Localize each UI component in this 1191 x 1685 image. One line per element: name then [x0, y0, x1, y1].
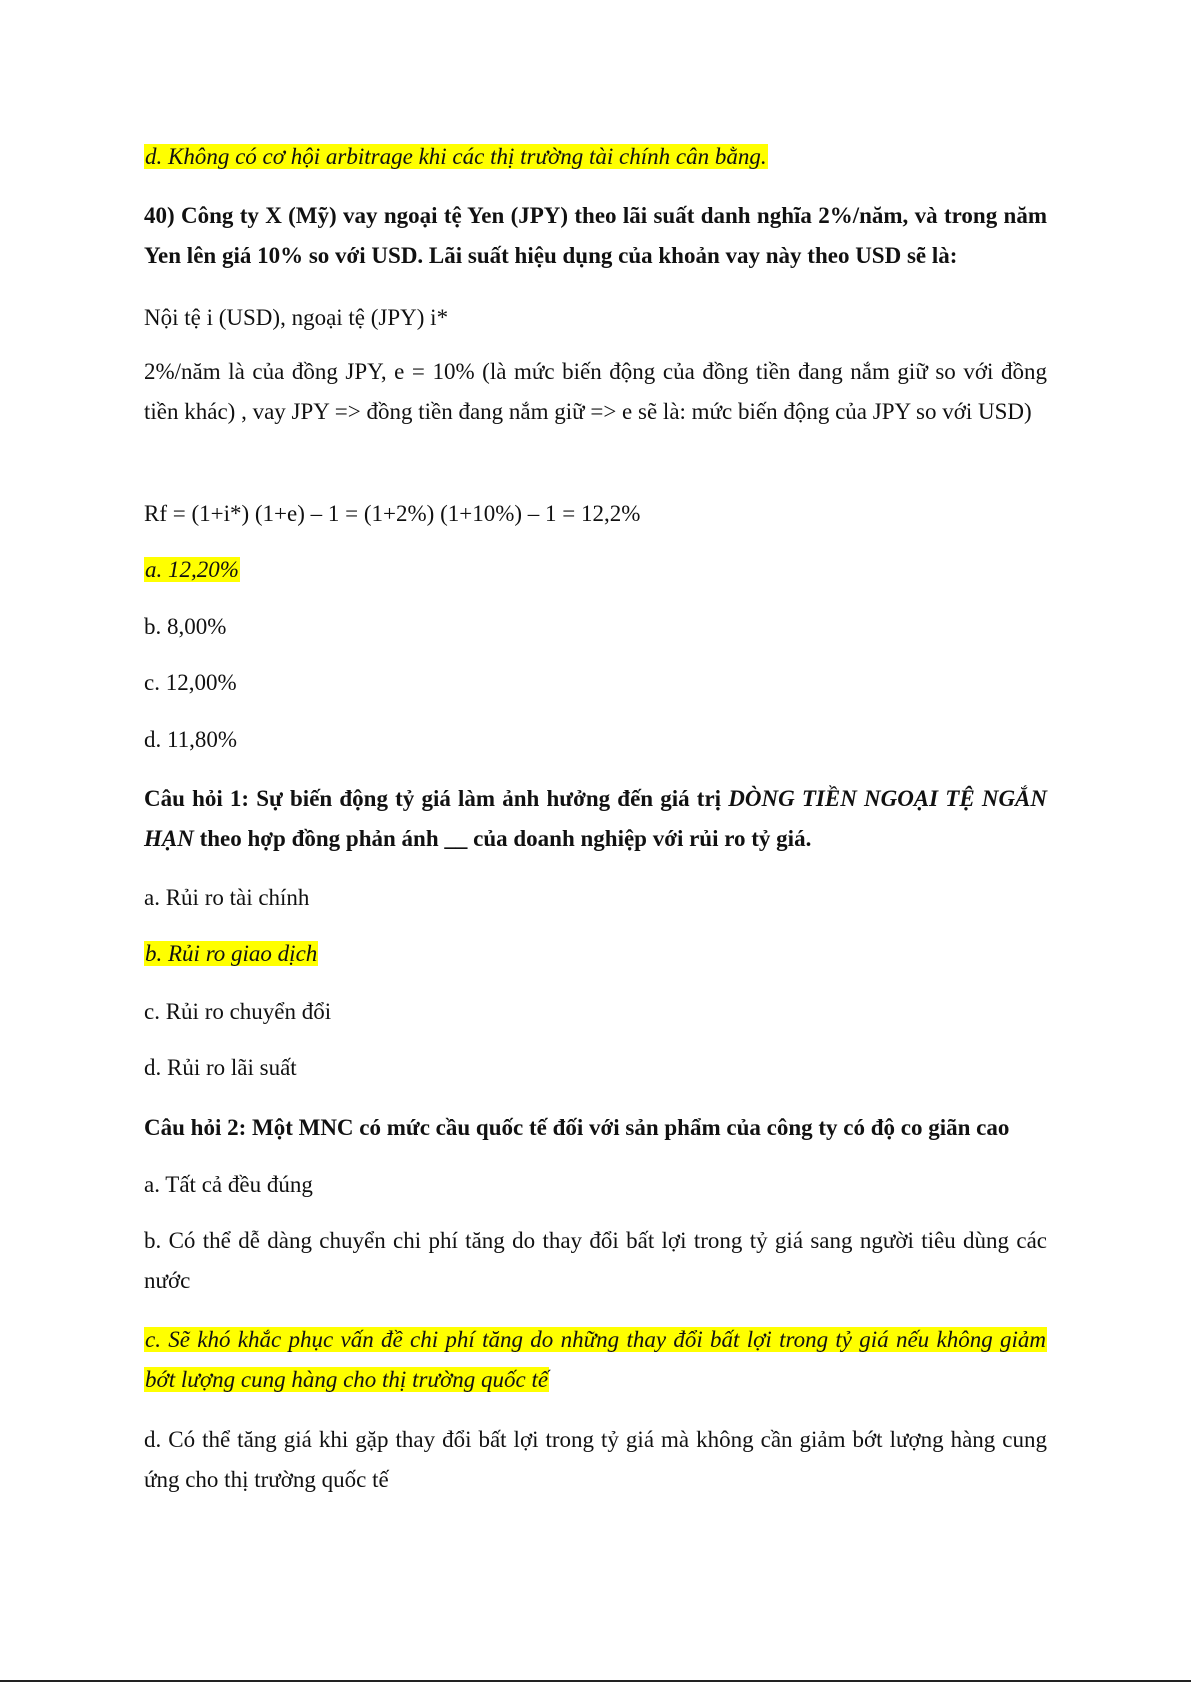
q39-option-d	[144, 137, 1047, 177]
answer-highlight: a. 12,20%	[145, 557, 239, 582]
cau1-option-d: d. Rủi ro lãi suất	[144, 1055, 297, 1080]
page-bottom-divider	[0, 1680, 1191, 1682]
q40-option-b: b. 8,00%	[144, 614, 227, 639]
q40-note-2: 2%/năm là của đồng JPY, e = 10% (là mức biến động của đồng tiền đang nắm giữ so với đồng tiền khác) , vay JPY => đồng tiền đang nắm giữ => e sẽ là: mức biến động của JPY so với USD)	[144, 359, 1047, 424]
cau1-question-part2: theo hợp đồng phản ánh __ của doanh nghiệp với rủi ro tỷ giá.	[193, 826, 812, 851]
cau2-question: Câu hỏi 2: Một MNC có mức cầu quốc tế đối với sản phẩm của công ty có độ co giãn cao	[144, 1115, 1010, 1140]
cau2-option-d: d. Có thể tăng giá khi gặp thay đổi bất lợi trong tỷ giá mà không cần giảm bớt lượng hàng cung ứng cho thị trường quốc tế	[144, 1427, 1047, 1492]
cau1-option-a: a. Rủi ro tài chính	[144, 885, 310, 910]
answer-highlight: b. Rủi ro giao dịch	[145, 941, 318, 966]
q40-question: 40) Công ty X (Mỹ) vay ngoại tệ Yen (JPY) theo lãi suất danh nghĩa 2%/năm, và trong năm Yen lên giá 10% so với USD. Lãi suất hiệu dụng của khoản vay này theo USD sẽ là:	[144, 203, 1047, 268]
cau2-option-a: a. Tất cả đều đúng	[144, 1172, 313, 1197]
q40-option-d: d. 11,80%	[144, 727, 238, 752]
cau1-option-c: c. Rủi ro chuyển đổi	[144, 999, 332, 1024]
cau1-question	[144, 779, 1047, 859]
answer-highlight: d. Không có cơ hội arbitrage khi các thị trường tài chính cân bằng.	[145, 144, 767, 169]
q40-note-1: Nội tệ i (USD), ngoại tệ (JPY) i*	[144, 305, 449, 330]
cau2-option-c	[144, 1320, 1047, 1400]
q40-option-c: c. 12,00%	[144, 670, 237, 695]
cau1-option-b	[144, 934, 1047, 974]
q40-option-a	[144, 550, 1047, 590]
cau1-question-emphasis: DÒNG TIỀN NGOẠI TỆ NGẮN HẠN	[144, 786, 1048, 851]
cau1-question-part1: Câu hỏi 1: Sự biến động tỷ giá làm ảnh hưởng đến giá trị	[144, 786, 729, 811]
cau2-option-b: b. Có thể dễ dàng chuyển chi phí tăng do thay đổi bất lợi trong tỷ giá sang người tiêu dùng các nước	[144, 1228, 1047, 1293]
answer-highlight: c. Sẽ khó khắc phục vấn đề chi phí tăng do những thay đổi bất lợi trong tỷ giá nếu không giảm bớt lượng cung hàng cho thị trường quốc tế	[145, 1327, 1046, 1392]
q40-formula: Rf = (1+i*) (1+e) – 1 = (1+2%) (1+10%) – 1 = 12,2%	[144, 501, 641, 526]
